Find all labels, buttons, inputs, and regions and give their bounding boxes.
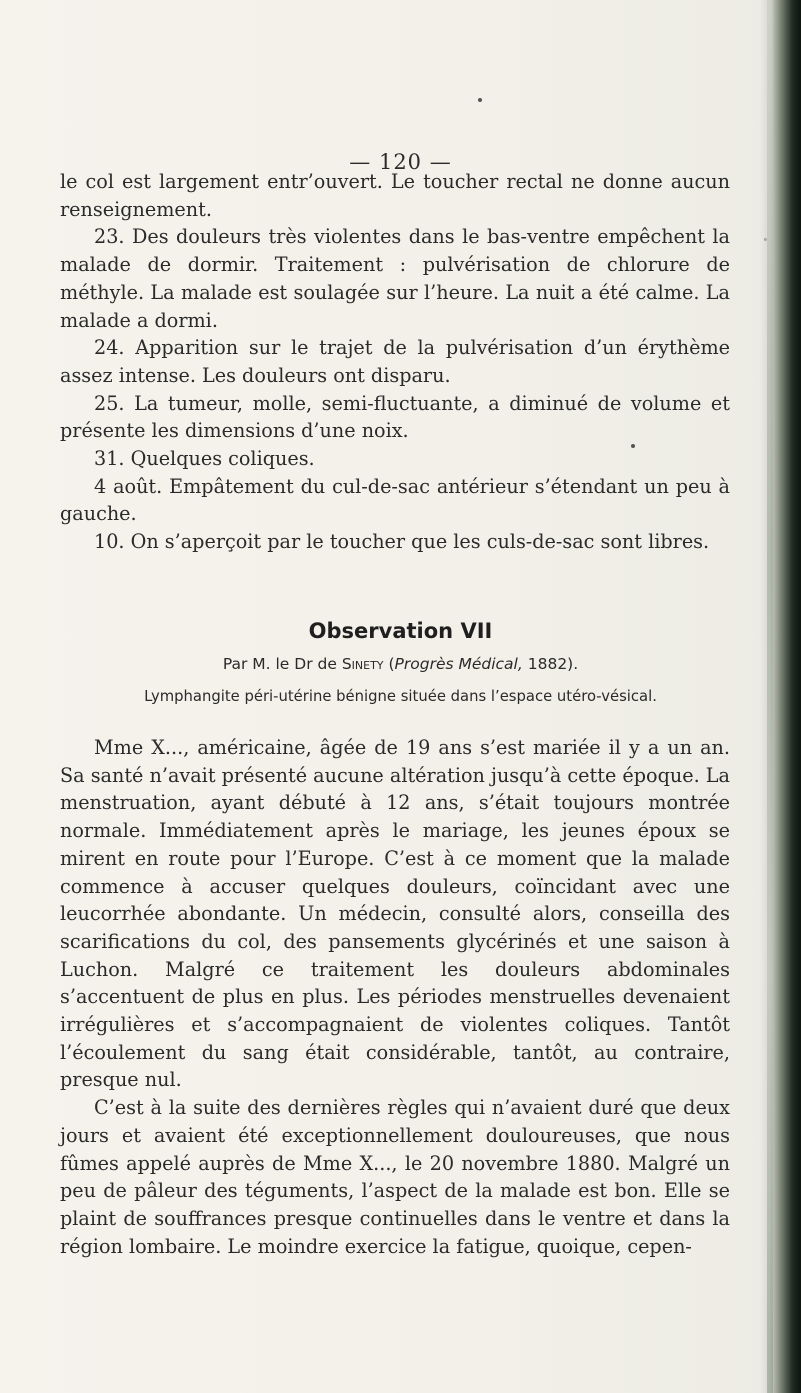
paragraph-august-4: 4 août. Empâtement du cul-de-sac antérieur s’étendant un peu à gauche. <box>60 474 730 526</box>
observation-subtitle: Lymphangite péri-utérine bénigne située dans l’espace utéro-vésical. <box>144 688 657 705</box>
paragraph-day-24: 24. Apparition sur le trajet de la pulvérisation d’un érythème assez intense. Les douleurs ont disparu. <box>60 336 730 387</box>
observation-body <box>60 734 730 1260</box>
observation-title: Observation VII <box>308 619 493 643</box>
paragraph-day-23: 23. Des douleurs très violentes dans le bas-ventre empêchent la malade de dormir. Traitement : pulvérisation de chlorure de méthyle. La malade est soulagée sur l’heure. La nuit a été calme. La malade a dormi. <box>60 225 730 332</box>
byline-open-paren: ( <box>388 655 395 673</box>
scan-speck <box>478 98 482 102</box>
byline-author: Sinety <box>341 655 384 673</box>
paragraph-day-10: 10. On s’aperçoit par le toucher que les culs-de-sac sont libres. <box>94 530 710 554</box>
binding-edge-shadow <box>759 0 801 1393</box>
observation-byline <box>0 655 801 673</box>
case-notes <box>60 168 730 556</box>
scan-speck <box>631 444 635 448</box>
paragraph-continuation: le col est largement entr’ouvert. Le toucher rectal ne donne aucun renseignement. <box>60 170 730 221</box>
paragraph-day-31: 31. Quelques coliques. <box>94 447 315 471</box>
paragraph-patient-history: Mme X..., américaine, âgée de 19 ans s’est mariée il y a un an. Sa santé n’avait présenté aucune altération jusqu’à cette époque. La menstruation, ayant débuté à 12 ans, s’était toujours montrée normale. Immédiatement après le mariage, les jeunes époux se mirent en route pour l’Europe. C’est à ce moment que la malade commence à accuser quelques douleurs, coïncidant avec une leucorrhée abondante. Un médecin, consulté alors, conseilla des scarifications du col, des pansements glycérinés et une saison à Luchon. Malgré ce traitement les douleurs abdominales s’accentuent de plus en plus. Les périodes menstruelles devenaient irrégulières et s’accompagnaient de violentes coliques. Tantôt l’écoulement du sang était considérable, tantôt, au contraire, presque nul. <box>60 736 730 1092</box>
byline-journal: Progrès Médical, <box>394 655 523 673</box>
byline-prefix: Par M. le Dr de <box>222 655 337 673</box>
binding-edge-highlight <box>767 0 773 1393</box>
paragraph-consultation: C’est à la suite des dernières règles qui n’avaient duré que deux jours et avaient été exceptionnellement douloureuses, que nous fûmes appelé auprès de Mme X..., le 20 novembre 1880. Malgré un peu de pâleur des téguments, l’aspect de la malade est bon. Elle se plaint de souffrances presque continuelles dans le ventre et dans la région lombaire. Le moindre exercice la fatigue, quoique, cepen- <box>60 1096 730 1258</box>
page-number: — 120 — <box>349 150 452 174</box>
byline-year: 1882). <box>527 655 579 673</box>
paragraph-day-25: 25. La tumeur, molle, semi-fluctuante, a diminué de volume et présente les dimensions d’une noix. <box>60 391 730 443</box>
